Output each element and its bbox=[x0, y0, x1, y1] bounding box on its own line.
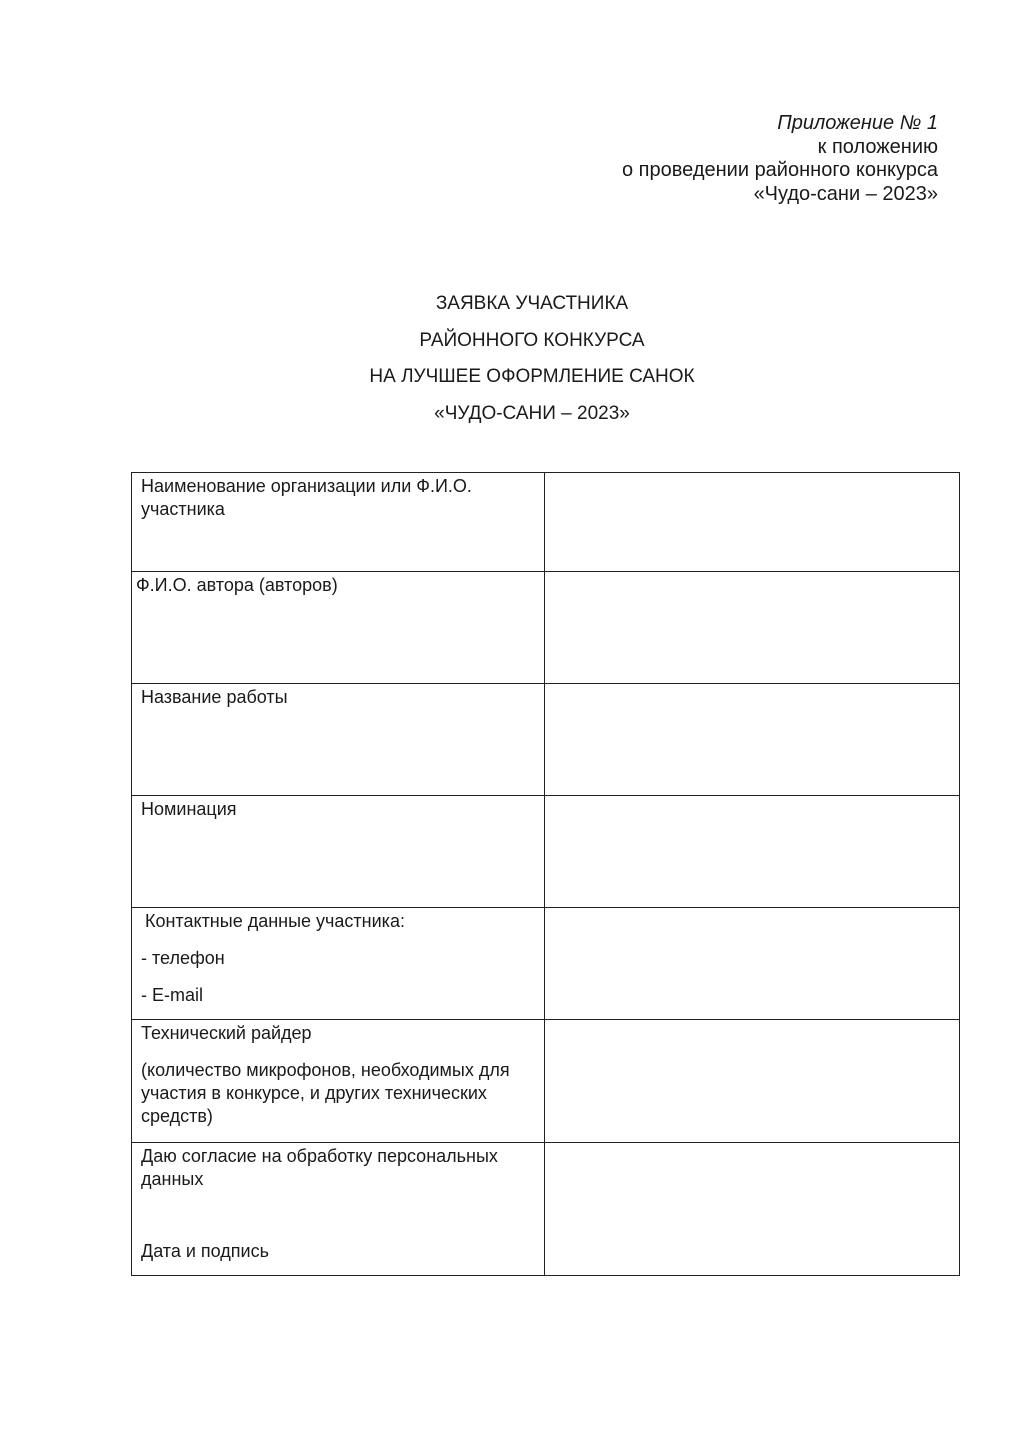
title-line-2: РАЙОННОГО КОНКУРСА bbox=[419, 329, 645, 351]
value-cell-organization[interactable] bbox=[545, 473, 960, 572]
label-contacts-email: - E-mail bbox=[141, 985, 203, 1005]
title-line-1: ЗАЯВКА УЧАСТНИКА bbox=[435, 293, 629, 314]
value-cell-work-title[interactable] bbox=[545, 684, 960, 796]
form-row-tech-rider bbox=[132, 1020, 960, 1143]
appendix-line-2: к положению bbox=[817, 135, 938, 158]
appendix-line-4: «Чудо-сани – 2023» bbox=[753, 182, 938, 205]
form-row-contacts bbox=[132, 908, 960, 1020]
label-author: Ф.И.О. автора (авторов) bbox=[136, 575, 338, 595]
label-cell-organization bbox=[132, 473, 545, 572]
form-row-work-title bbox=[132, 684, 960, 796]
label-cell-consent bbox=[132, 1143, 545, 1276]
label-work-title: Название работы bbox=[141, 687, 288, 707]
label-tech-rider-line-2: (количество микрофонов, необходимых для bbox=[141, 1060, 510, 1080]
label-cell-author bbox=[132, 572, 545, 684]
label-date-signature: Дата и подпись bbox=[141, 1241, 269, 1261]
form-row-nomination bbox=[132, 796, 960, 908]
value-cell-tech-rider[interactable] bbox=[545, 1020, 960, 1143]
application-form-table bbox=[131, 472, 960, 1276]
label-tech-rider: Технический райдер bbox=[141, 1023, 312, 1043]
label-consent-line-2: данных bbox=[141, 1169, 204, 1189]
value-cell-consent[interactable] bbox=[545, 1143, 960, 1276]
value-cell-author[interactable] bbox=[545, 572, 960, 684]
value-cell-contacts[interactable] bbox=[545, 908, 960, 1020]
label-tech-rider-line-3: участия в конкурсе, и других технических bbox=[141, 1083, 487, 1103]
label-organization-line-1: Наименование организации или Ф.И.О. bbox=[141, 476, 472, 496]
label-cell-work-title bbox=[132, 684, 545, 796]
label-organization-line-2: участника bbox=[141, 499, 225, 519]
form-row-consent bbox=[132, 1143, 960, 1276]
label-contacts-phone: - телефон bbox=[141, 948, 225, 968]
appendix-number: Приложение № 1 bbox=[777, 112, 938, 134]
label-nomination: Номинация bbox=[141, 799, 237, 819]
title-line-4: «ЧУДО-САНИ – 2023» bbox=[434, 402, 630, 424]
title-line-3: НА ЛУЧШЕЕ ОФОРМЛЕНИЕ САНОК bbox=[369, 366, 695, 387]
label-cell-nomination bbox=[132, 796, 545, 908]
label-contacts: Контактные данные участника: bbox=[145, 911, 405, 931]
label-cell-tech-rider bbox=[132, 1020, 545, 1143]
form-row-author bbox=[132, 572, 960, 684]
value-cell-nomination[interactable] bbox=[545, 796, 960, 908]
document-title bbox=[0, 292, 1024, 438]
label-tech-rider-line-4: средств) bbox=[141, 1106, 213, 1126]
appendix-line-3: о проведении районного конкурса bbox=[621, 159, 938, 181]
label-cell-contacts bbox=[132, 908, 545, 1020]
form-row-organization bbox=[132, 473, 960, 572]
appendix-header bbox=[622, 112, 938, 206]
label-consent: Даю согласие на обработку персональных bbox=[141, 1146, 498, 1166]
